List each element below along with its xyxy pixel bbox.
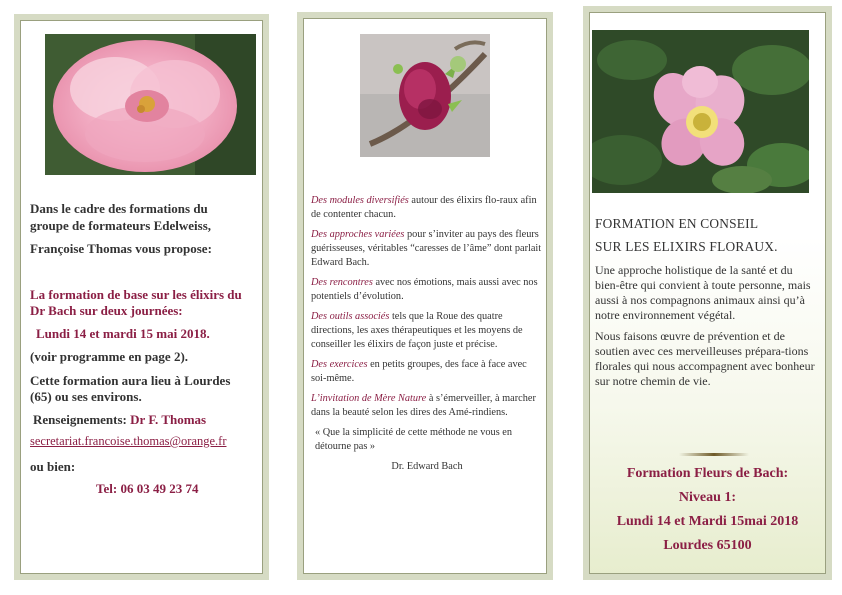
peony-photo [45,34,256,175]
list-item: Des rencontres avec nos émotions, mais aussi avec nos potentiels d’évolution. [311,277,538,302]
heading-line-2: SUR LES ELIXIRS FLORAUX. [595,239,778,254]
info-label: Renseignements: [33,412,127,427]
footer-block [589,462,826,558]
panel-middle [297,12,553,580]
offer-line-2: Dr Bach sur deux journées: [30,303,183,318]
footer-dates: Lundi 14 et Mardi 15mai 2018 [616,514,799,529]
intro-line-2: groupe de formateurs Edelweiss, [30,218,212,233]
course-dates: Lundi 14 et mardi 15 mai 2018. [36,326,210,341]
info-name: Dr F. Thomas [130,412,207,427]
larch-flower-photo [360,34,490,157]
email-link[interactable]: secretariat.francoise.thomas@orange.fr [30,434,227,448]
location-line-1: Cette formation aura lieu à Lourdes [30,373,231,388]
list-item: Des exercices en petits groupes, des face à face avec soi-même. [311,359,527,384]
or-label: ou bien: [30,459,76,474]
description-para-2: Nous faisons œuvre de prévention et de soutien avec ces merveilleuses prépara-tions florales qui nous accompagnent avec bonheur sur notre chemin de vie. [595,329,815,388]
panel-right [583,6,832,580]
bach-quote: « Que la simplicité de cette méthode ne vous en détourne pas » [315,427,513,452]
panel-left [14,14,269,580]
info-line [33,411,206,428]
list-item: Des outils associés tels que la Roue des quatre directions, les axes thérapeutiques et les moyens de conseiller les élixirs de façon juste et précise. [311,311,523,350]
location-line-2: (65) ou ses environs. [30,389,142,404]
footer-title: Formation Fleurs de Bach: [626,466,789,481]
description [595,263,817,395]
offer-line-1: La formation de base sur les élixirs du [30,287,242,302]
footer-level: Niveau 1: [678,490,737,505]
footer-location: Lourdes 65100 [663,538,752,553]
description-para-1: Une approche holistique de la santé et du bien-être qui convient à toute personne, mais aussi à nos compagnons animaux ainsi qu’à notre environnement végétal. [595,263,811,322]
list-item: L’invitation de Mère Nature à s’émerveiller, à marcher dans la beauté selon les dires des Amé-rindiens. [311,393,536,418]
modules-list [311,194,543,480]
programme-note: (voir programme en page 2). [30,349,189,364]
divider [679,453,749,456]
list-item: Des modules diversifiés autour des élixirs flo-raux afin de contenter chacun. [311,195,537,220]
list-item: Des approches variées pour s’inviter au pays des fleurs guérisseuses, véritables “caresses de l’âme” dont parlait Edward Bach. [311,229,542,268]
intro-line-1: Dans le cadre des formations du [30,201,208,216]
quote-author: Dr. Edward Bach [391,461,463,472]
intro-line-3: Françoise Thomas vous propose: [30,241,212,256]
phone-number: Tel: 06 03 49 23 74 [96,481,199,496]
heading-line-1: FORMATION EN CONSEIL [595,216,759,231]
dog-rose-photo [592,30,809,193]
